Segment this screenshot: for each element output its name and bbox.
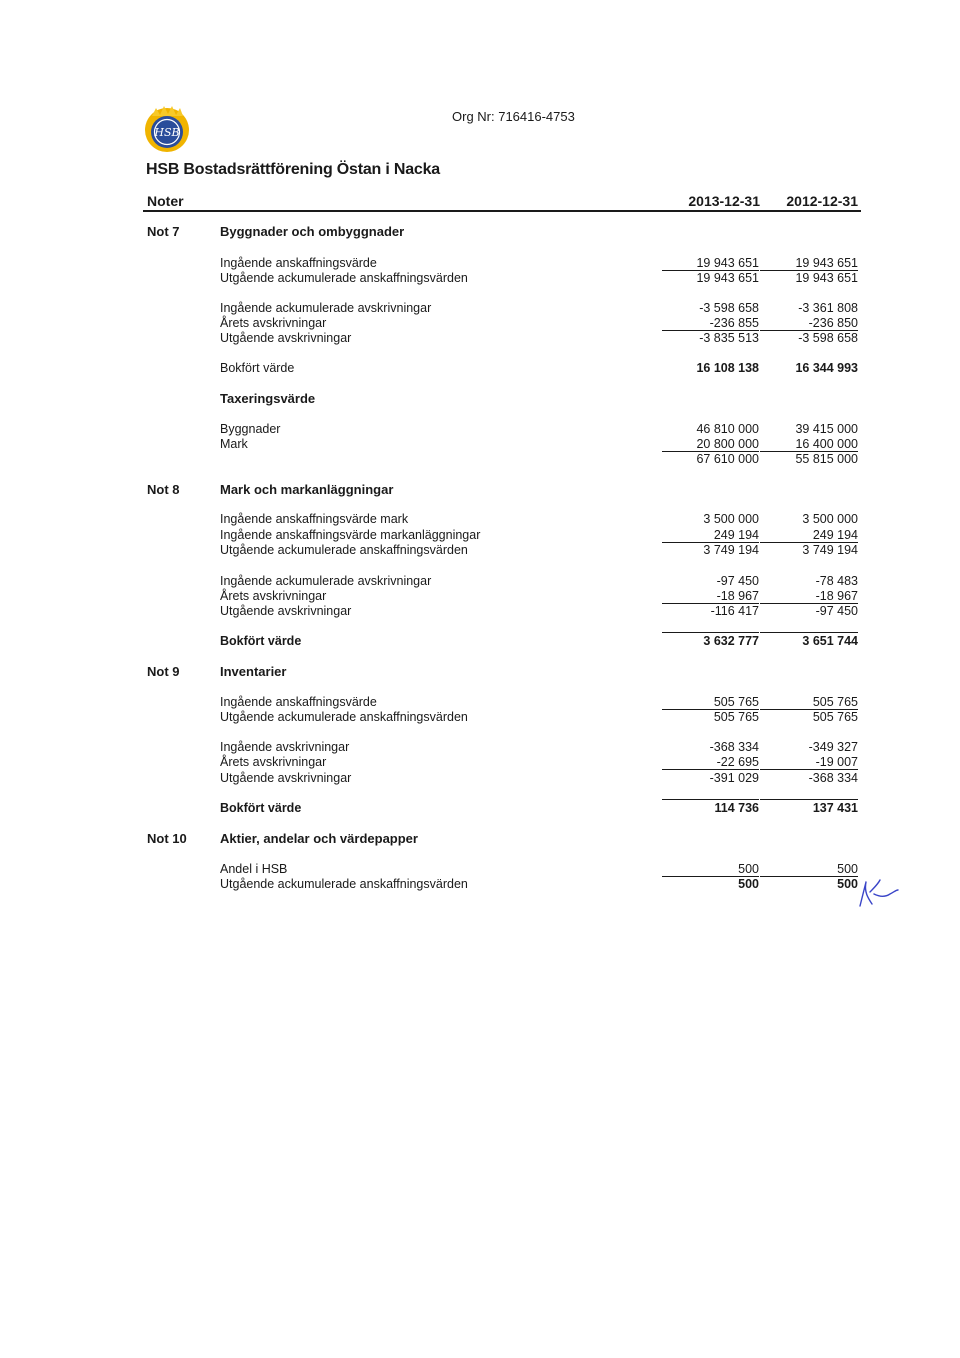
row-label: Bokfört värde — [220, 634, 302, 648]
row-label: Ingående anskaffningsvärde — [220, 256, 377, 270]
row-value-2013: 114 736 — [662, 799, 759, 815]
row-value-2012: -3 598 658 — [798, 331, 858, 345]
row-value-2013: -3 598 658 — [699, 301, 759, 315]
row-label: Byggnader — [220, 422, 281, 436]
row-value-2012: 500 — [760, 862, 858, 877]
row-value-2012: 16 344 993 — [795, 361, 858, 375]
row-label: Ingående ackumulerade avskrivningar — [220, 574, 432, 588]
row-value-2012: 3 500 000 — [802, 512, 858, 526]
row-value-2012: -368 334 — [808, 771, 858, 785]
handwritten-initials-icon — [852, 878, 902, 908]
row-value-2013: 19 943 651 — [696, 271, 759, 285]
row-value-2012: 3 749 194 — [802, 543, 858, 557]
note-number: Not 10 — [147, 831, 187, 846]
row-value-2013: -391 029 — [709, 771, 759, 785]
column-header-2013: 2013-12-31 — [688, 193, 760, 209]
row-value-2012: -19 007 — [760, 755, 858, 770]
note-number: Not 7 — [147, 224, 180, 239]
row-label: Ingående anskaffningsvärde mark — [220, 512, 409, 526]
row-label: Utgående ackumulerade anskaffningsvärden — [220, 877, 468, 891]
row-value-2012: 505 765 — [760, 695, 858, 710]
row-value-2013: 3 632 777 — [662, 632, 759, 648]
row-value-2013: 3 500 000 — [703, 512, 759, 526]
row-label: Årets avskrivningar — [220, 755, 327, 769]
row-value-2012: 16 400 000 — [760, 437, 858, 452]
row-value-2012: 249 194 — [760, 528, 858, 543]
note-title: Inventarier — [220, 664, 287, 679]
row-value-2013: 20 800 000 — [662, 437, 759, 452]
row-value-2013: -22 695 — [662, 755, 759, 770]
row-value-2012: -236 850 — [760, 316, 858, 331]
row-label: Utgående ackumulerade anskaffningsvärden — [220, 710, 468, 724]
row-label: Ingående anskaffningsvärde — [220, 695, 377, 709]
row-value-2013: 67 610 000 — [696, 452, 759, 466]
row-value-2012: 137 431 — [760, 799, 858, 815]
noter-heading: Noter — [147, 193, 184, 209]
row-value-2013: 505 765 — [662, 695, 759, 710]
row-value-2013: 16 108 138 — [696, 361, 759, 375]
company-name: HSB Bostadsrättförening Östan i Nacka — [146, 161, 440, 178]
row-value-2013: 505 765 — [713, 710, 759, 724]
note-number: Not 8 — [147, 482, 180, 497]
row-label: Årets avskrivningar — [220, 316, 327, 330]
row-label: Utgående avskrivningar — [220, 604, 352, 618]
row-value-2013: -18 967 — [662, 589, 759, 604]
row-label: Bokfört värde — [220, 801, 302, 815]
note-title: Byggnader och ombyggnader — [220, 224, 405, 239]
row-label: Utgående ackumulerade anskaffningsvärden — [220, 543, 468, 557]
row-value-2012: 19 943 651 — [795, 271, 858, 285]
hsb-logo-icon — [142, 104, 192, 154]
row-label: Utgående avskrivningar — [220, 331, 352, 345]
note-number: Not 9 — [147, 664, 180, 679]
row-label: Mark — [220, 437, 248, 451]
row-value-2013: -3 835 513 — [699, 331, 759, 345]
row-value-2013: -97 450 — [716, 574, 759, 588]
svg-text:HSB: HSB — [154, 126, 180, 139]
row-value-2013: -236 855 — [662, 316, 759, 331]
row-label: Utgående ackumulerade anskaffningsvärden — [220, 271, 468, 285]
header-rule — [143, 210, 861, 212]
row-value-2012: 3 651 744 — [760, 632, 858, 648]
row-value-2012: 39 415 000 — [795, 422, 858, 436]
row-label: Bokfört värde — [220, 361, 295, 375]
row-value-2012: -3 361 808 — [798, 301, 858, 315]
row-value-2013: 46 810 000 — [696, 422, 759, 436]
row-label: Utgående avskrivningar — [220, 771, 352, 785]
note-title: Aktier, andelar och värdepapper — [220, 831, 418, 846]
row-value-2012: -18 967 — [760, 589, 858, 604]
row-value-2013: 500 — [738, 877, 759, 891]
row-label: Ingående avskrivningar — [220, 740, 350, 754]
column-header-2012: 2012-12-31 — [786, 193, 858, 209]
row-value-2013: 19 943 651 — [662, 256, 759, 271]
row-value-2013: 3 749 194 — [703, 543, 759, 557]
row-value-2012: -78 483 — [815, 574, 858, 588]
row-value-2013: -368 334 — [709, 740, 759, 754]
row-value-2012: 500 — [837, 877, 858, 891]
row-value-2012: 505 765 — [812, 710, 858, 724]
row-value-2013: -116 417 — [710, 604, 759, 618]
row-value-2012: 19 943 651 — [760, 256, 858, 271]
row-value-2012: -349 327 — [808, 740, 858, 754]
org-number: Org Nr: 716416-4753 — [452, 109, 575, 124]
row-value-2013: 500 — [662, 862, 759, 877]
row-label: Ingående anskaffningsvärde markanläggningar — [220, 528, 481, 542]
row-value-2012: 55 815 000 — [795, 452, 858, 466]
row-label: Årets avskrivningar — [220, 589, 327, 603]
row-label: Ingående ackumulerade avskrivningar — [220, 301, 432, 315]
note-title: Mark och markanläggningar — [220, 482, 394, 497]
row-label: Andel i HSB — [220, 862, 288, 876]
subsection-title: Taxeringsvärde — [220, 391, 316, 406]
row-value-2013: 249 194 — [662, 528, 759, 543]
row-value-2012: -97 450 — [815, 604, 858, 618]
